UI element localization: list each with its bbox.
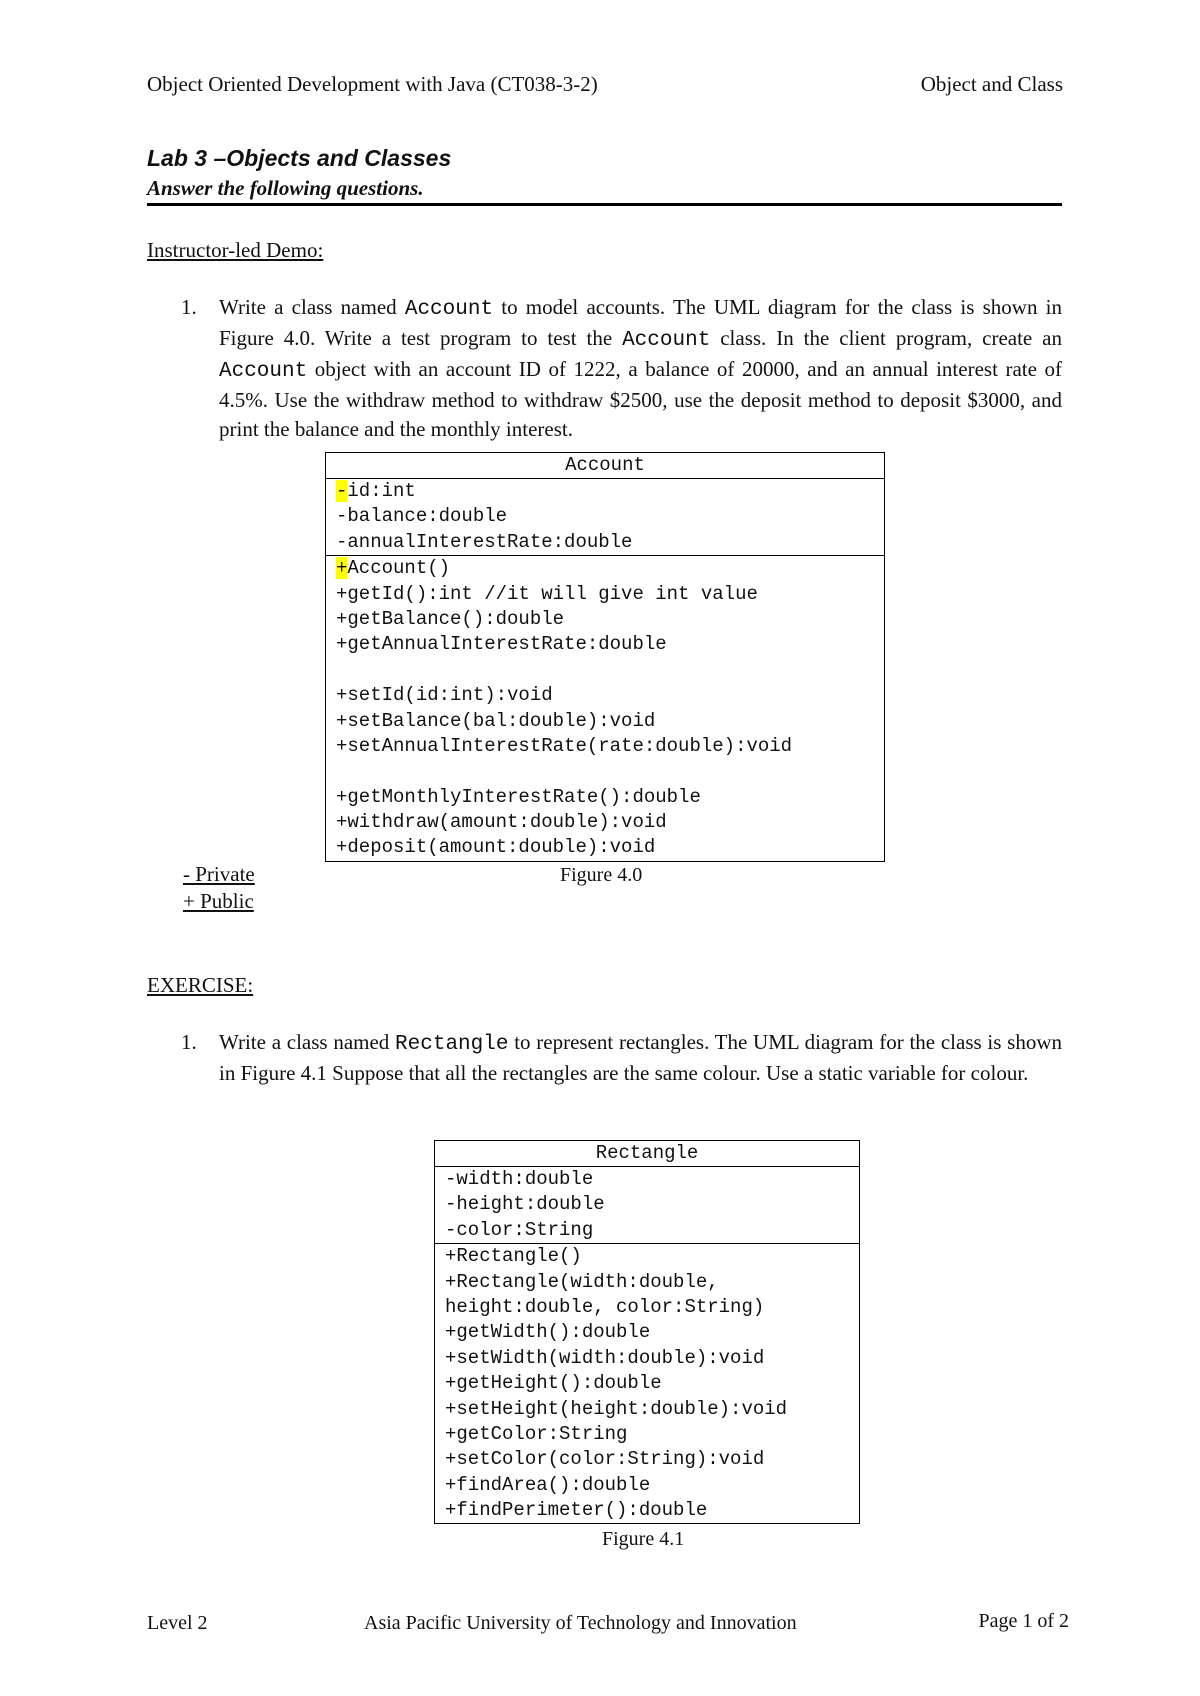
uml-method: +findArea():double: [445, 1473, 651, 1496]
uml-method: +getId():int //it will give int value: [336, 582, 758, 605]
rectangle-class-name: Rectangle: [435, 1141, 859, 1167]
uml-method: +setWidth(width:double):void: [445, 1346, 765, 1369]
lab-title: Lab 3 –Objects and Classes: [147, 145, 452, 171]
account-methods: [326, 555, 884, 861]
footer-level: Level 2: [147, 1612, 208, 1634]
title-rule: [147, 203, 1062, 206]
uml-method: +getHeight():double: [445, 1372, 662, 1395]
uml-attribute: -annualInterestRate:double: [336, 530, 633, 553]
uml-method: +setAnnualInterestRate(rate:double):void: [336, 734, 793, 757]
exercise-heading: EXERCISE:: [147, 973, 254, 997]
figure-4-0-caption: Figure 4.0: [560, 864, 643, 886]
uml-spacer: [336, 759, 874, 784]
demo-heading: Instructor-led Demo:: [147, 238, 324, 262]
uml-method: +withdraw(amount:double):void: [336, 811, 667, 834]
uml-method: +getWidth():double: [445, 1321, 651, 1344]
exercise-question-text: Write a class named Rectangle to represent rectangles. The UML diagram for the class is shown in Figure 4.1 Suppose that all the rectangles are the same colour. Use a static variable for colour.: [219, 1030, 1062, 1085]
figure-4-1-caption: Figure 4.1: [602, 1528, 685, 1550]
uml-method: +setBalance(bal:double):void: [336, 709, 656, 732]
uml-method: +setId(id:int):void: [336, 684, 553, 707]
rectangle-methods: [435, 1243, 859, 1523]
demo-question-number: 1.: [181, 295, 197, 319]
rectangle-attributes: [435, 1167, 859, 1243]
account-attributes: [326, 479, 884, 555]
uml-method: +deposit(amount:double):void: [336, 836, 656, 859]
account-class-name: Account: [326, 453, 884, 479]
rectangle-uml-diagram: [434, 1140, 860, 1524]
legend-public: + Public: [183, 889, 254, 913]
uml-method: +Rectangle(width:double,: [445, 1270, 719, 1293]
uml-attribute: -width:double: [445, 1168, 594, 1190]
exercise-question-number: 1.: [181, 1030, 197, 1054]
header-topic: Object and Class: [920, 72, 1063, 96]
uml-spacer: [336, 658, 874, 683]
uml-method: +setColor(color:String):void: [445, 1448, 765, 1471]
footer-university: Asia Pacific University of Technology and Innovation: [364, 1612, 797, 1634]
uml-method: +getAnnualInterestRate:double: [336, 633, 667, 656]
uml-attribute: -balance:double: [336, 505, 508, 528]
uml-method: +setHeight(height:double):void: [445, 1397, 788, 1420]
uml-method: +getBalance():double: [336, 607, 565, 630]
lab-subtitle: Answer the following questions.: [147, 176, 424, 200]
demo-question-text: Write a class named Account to model accounts. The UML diagram for the class is shown in Figure 4.0. Write a test program to test the Account class. In the client program, create an Account object with an account ID of 1222, a balance of 20000, and an annual interest rate of 4.5%. Use the withdraw method to withdraw $2500, use the deposit method to deposit $3000, and print the balance and the monthly interest.: [219, 295, 1063, 441]
header-course-title: Object Oriented Development with Java (CT038-3-2): [147, 72, 598, 96]
account-uml-diagram: [325, 452, 885, 862]
legend-private: - Private: [183, 862, 255, 886]
footer-page-number: Page 1 of 2: [978, 1610, 1069, 1632]
uml-method: +Account(): [336, 557, 451, 580]
uml-attribute: -color:String: [445, 1218, 594, 1241]
uml-attribute: -height:double: [445, 1193, 605, 1216]
uml-method: +getMonthlyInterestRate():double: [336, 785, 701, 808]
uml-method: +getColor:String: [445, 1422, 628, 1445]
uml-method: +Rectangle(): [445, 1245, 582, 1268]
uml-method: height:double, color:String): [445, 1295, 765, 1318]
uml-method: +findPerimeter():double: [445, 1499, 708, 1522]
uml-attribute: -id:int: [336, 480, 416, 502]
